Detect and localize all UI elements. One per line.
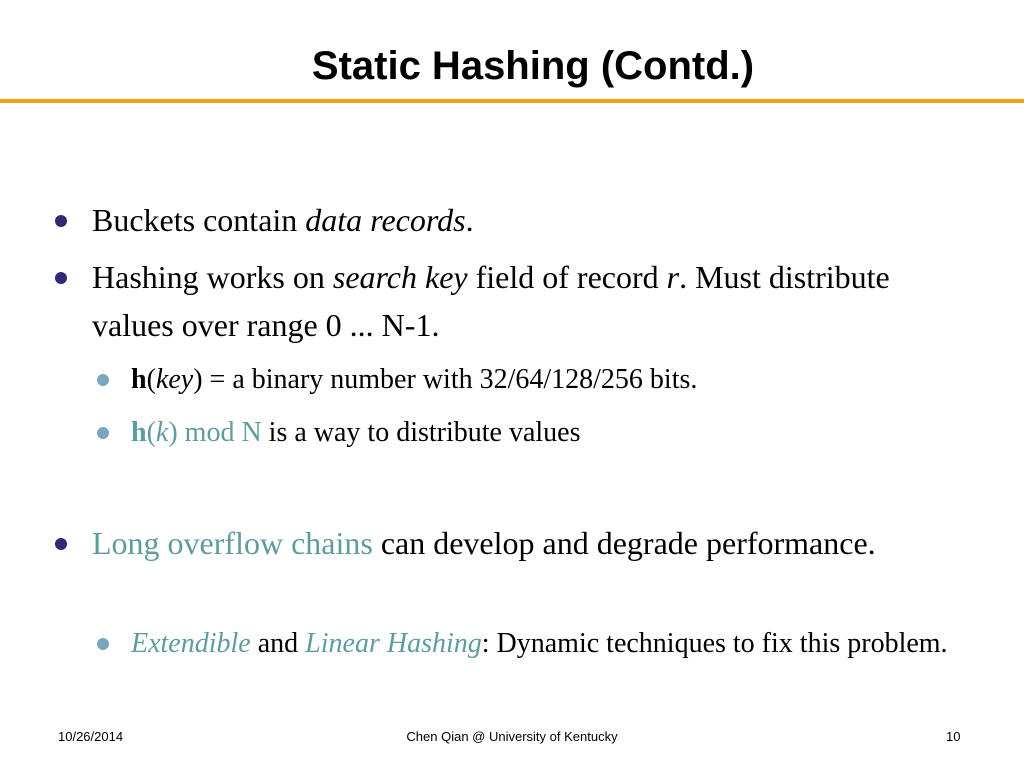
bullet-text-italic: data records [305, 202, 466, 238]
bullet-text: = a binary number with 32/64/128/256 bits. [202, 364, 698, 395]
bullet-dot-icon [55, 215, 67, 227]
bullet-3 [92, 519, 972, 567]
sub-bullet-2 [131, 410, 981, 456]
paren: ( [146, 364, 156, 395]
bullet-text-italic: search key [332, 259, 468, 295]
slide-title: Static Hashing (Contd.) [311, 44, 755, 88]
k-arg: k [155, 417, 169, 448]
bullet-dot-icon [55, 272, 67, 284]
bullet-dot-icon [97, 427, 109, 439]
bullet-text: can develop and degrade performance. [372, 525, 876, 561]
bullet-text: and [250, 628, 306, 659]
bullet-text-italic: r [666, 259, 680, 295]
sub-bullet-3 [131, 621, 981, 667]
title-underline [0, 99, 1024, 103]
bullet-text: is a way to distribute values [261, 417, 581, 448]
bullet-text: . Must distribute values over range 0 ... N-1. [92, 259, 890, 343]
footer-page-number: 10 [946, 729, 961, 744]
mod-n-text: ) mod N [168, 417, 262, 448]
bullet-text: : Dynamic techniques to fix this problem. [481, 628, 948, 659]
bullet-text: Buckets contain [92, 202, 306, 238]
highlight-text: Long overflow chains [92, 525, 373, 561]
sub-bullet-1 [131, 357, 981, 403]
bullet-2 [92, 253, 972, 349]
highlight-text: Extendible [131, 628, 251, 659]
bullet-text: Hashing works on [92, 259, 333, 295]
paren: ( [146, 417, 156, 448]
bullet-dot-icon [55, 538, 67, 550]
bullet-text: . [465, 202, 474, 238]
hash-function-name: h [131, 417, 147, 448]
footer-date: 10/26/2014 [58, 729, 124, 744]
highlight-text: Linear Hashing [305, 628, 482, 659]
footer-center: Chen Qian @ University of Kentucky [406, 729, 618, 744]
bullet-dot-icon [97, 374, 109, 386]
bullet-text: field of record [467, 259, 667, 295]
bullet-1 [92, 196, 972, 244]
key-arg: key [155, 364, 194, 395]
paren: ) [193, 364, 203, 395]
hash-function-name: h [131, 364, 147, 395]
bullet-dot-icon [97, 638, 109, 650]
